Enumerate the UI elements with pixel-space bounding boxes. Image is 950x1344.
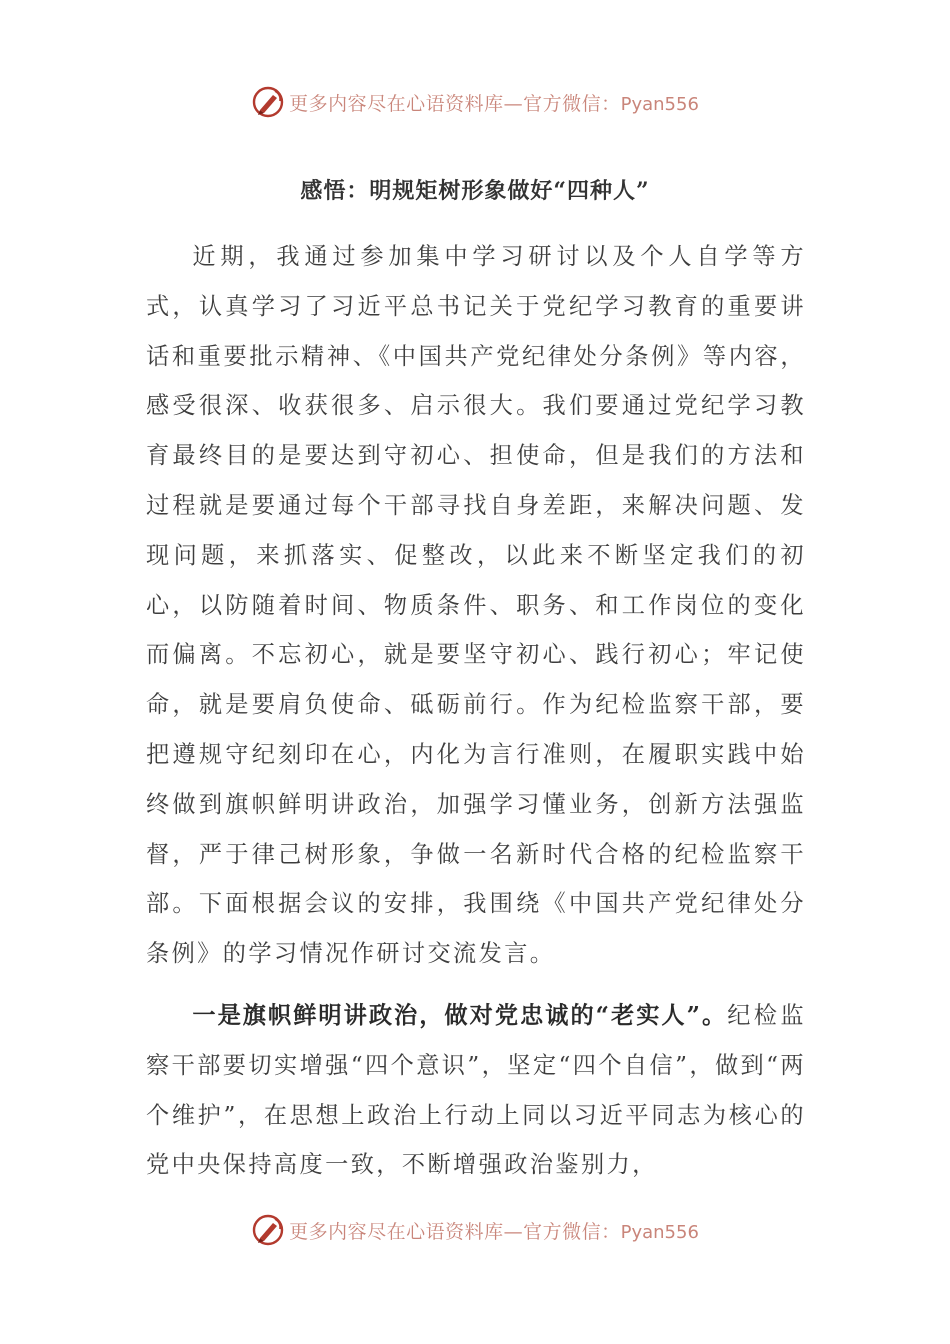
- document-title: 感悟：明规矩树形象做好“四种人”: [300, 178, 650, 204]
- pen-logo-icon: [251, 1213, 285, 1247]
- paragraph-text: 纪检监察干部要切实增强“四个意识”，坚定“四个自信”，做到“两个维护”，在思想上政治上行动上同以习近平同志为核心的党中央保持高度一致，不断增强政治鉴别力，: [146, 1001, 806, 1179]
- document-body: [146, 232, 806, 1190]
- pen-logo-icon: [251, 85, 285, 119]
- paragraph-lead: 一是旗帜鲜明讲政治，做对党忠诚的“老实人”。: [192, 1001, 728, 1029]
- paragraph-point-one: [146, 991, 806, 1190]
- watermark-header: [0, 82, 950, 122]
- watermark-text: 更多内容尽在心语资料库—官方微信：Pyan556: [289, 1220, 699, 1243]
- watermark-text: 更多内容尽在心语资料库—官方微信：Pyan556: [289, 92, 699, 115]
- paragraph-text: 近期，我通过参加集中学习研讨以及个人自学等方式，认真学习了习近平总书记关于党纪学习教育的重要讲话和重要批示精神、《中国共产党纪律处分条例》等内容，感受很深、收获很多、启示很大。我们要通过党纪学习教育最终目的是要达到守初心、担使命，但是我们的方法和过程就是要通过每个干部寻找自身差距，来解决问题、发现问题，来抓落实、促整改，以此来不断坚定我们的初心，以防随着时间、物质条件、职务、和工作岗位的变化而偏离。不忘初心，就是要坚守初心、践行初心；牢记使命，就是要肩负使命、砥砺前行。作为纪检监察干部，要把遵规守纪刻印在心，内化为言行准则，在履职实践中始终做到旗帜鲜明讲政治，加强学习懂业务，创新方法强监督，严于律己树形象，争做一名新时代合格的纪检监察干部。下面根据会议的安排，我围绕《中国共产党纪律处分条例》的学习情况作研讨交流发言。: [146, 243, 806, 968]
- paragraph-intro: [146, 232, 806, 979]
- watermark-footer: [0, 1210, 950, 1250]
